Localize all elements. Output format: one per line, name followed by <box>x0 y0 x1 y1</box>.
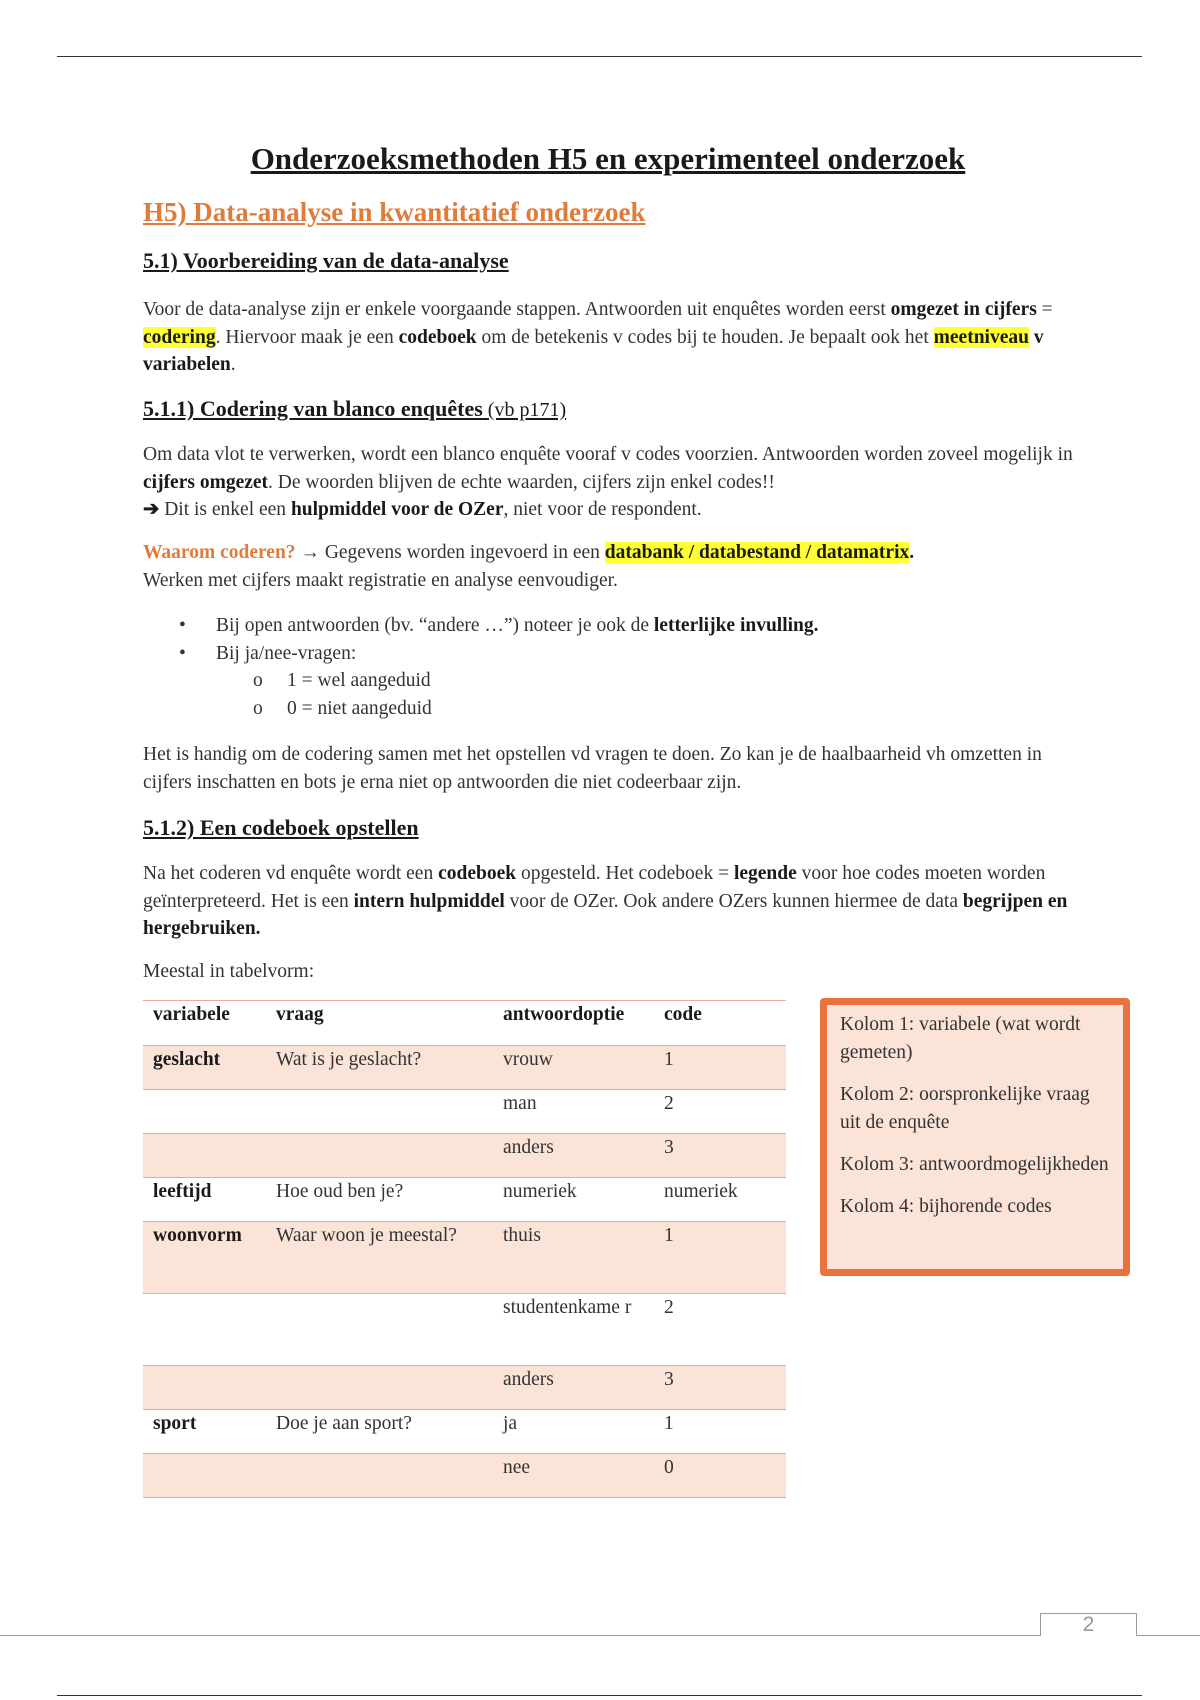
list-item: • Bij ja/nee-vragen: <box>143 640 819 668</box>
table-header-antwoordoptie: antwoordoptie <box>503 1004 625 1025</box>
table-row: man 2 <box>143 1090 786 1134</box>
sub-list-item: o 1 = wel aangeduid <box>143 667 819 695</box>
section-heading-5-1: 5.1) Voorbereiding van de data-analyse <box>143 248 509 273</box>
paragraph-5-1-1-a: Om data vlot te verwerken, wordt een blanco enquête vooraf v codes voorzien. Antwoorden worden zoveel mogelijk in cijfers omgezet. De woorden blijven de echte waarden, cijfers zijn enkel codes!! ➔ Dit is enkel een hulpmiddel voor de OZer, niet voor de respondent. <box>143 444 1073 520</box>
table-row: geslacht Wat is je geslacht? vrouw 1 <box>143 1046 786 1090</box>
table-row: woonvorm Waar woon je meestal? thuis 1 <box>143 1222 786 1294</box>
table-row: leeftijd Hoe oud ben je? numeriek numeriek <box>143 1178 786 1222</box>
header-rule <box>57 56 1142 57</box>
callout-item: Kolom 3: antwoordmogelijkheden <box>840 1154 1109 1175</box>
paragraph-5-1-2: Na het coderen vd enquête wordt een codeboek opgesteld. Het codeboek = legende voor hoe codes moeten worden geïnterpreteerd. Het is een intern hulpmiddel voor de OZer. Ook andere OZers kunnen hiermee de data begrijpen en hergebruiken. <box>143 863 1068 939</box>
bullet-list <box>143 612 819 723</box>
table-row: anders 3 <box>143 1134 786 1178</box>
arrow-icon: ➔ <box>143 499 160 520</box>
paragraph-coding-tip: Het is handig om de codering samen met het opstellen vd vragen te doen. Zo kan je de haalbaarheid vh omzetten in cijfers inschatten en bots je erna niet op antwoorden die niet codeerbaar zijn. <box>143 744 1042 793</box>
callout-item: Kolom 2: oorspronkelijke vraag uit de enquête <box>840 1084 1090 1133</box>
table-row: studentenkame r 2 <box>143 1294 786 1366</box>
bottom-rule <box>57 1695 1142 1696</box>
section-heading-5-1-2: 5.1.2) Een codeboek opstellen <box>143 815 419 840</box>
page-title: Onderzoeksmethoden H5 en experimenteel onderzoek <box>250 141 966 176</box>
page-number: 2 <box>1040 1613 1137 1636</box>
footer-rule <box>0 1635 1200 1636</box>
list-item: • Bij open antwoorden (bv. “andere …”) noteer je ook de letterlijke invulling. <box>143 612 819 640</box>
section-heading-5-1-1: 5.1.1) Codering van blanco enquêtes (vb p171) <box>143 396 567 421</box>
table-header-vraag: vraag <box>276 1004 324 1025</box>
table-row: sport Doe je aan sport? ja 1 <box>143 1410 786 1454</box>
callout-item: Kolom 1: variabele (wat wordt gemeten) <box>840 1014 1081 1063</box>
column-legend-callout <box>820 998 1130 1276</box>
arrow-icon: → <box>295 542 325 563</box>
codebook-table <box>143 1000 786 1498</box>
table-header-code: code <box>664 1004 702 1025</box>
table-row: nee 0 <box>143 1454 786 1498</box>
table-row: anders 3 <box>143 1366 786 1410</box>
table-intro: Meestal in tabelvorm: <box>143 961 315 982</box>
sub-list-item: o 0 = niet aangeduid <box>143 695 819 723</box>
table-header-variabele: variabele <box>153 1004 230 1025</box>
chapter-heading: H5) Data-analyse in kwantitatief onderzoek <box>143 197 646 227</box>
paragraph-5-1: Voor de data-analyse zijn er enkele voorgaande stappen. Antwoorden uit enquêtes worden eerst omgezet in cijfers = codering. Hiervoor maak je een codeboek om de betekenis v codes bij te houden. Je bepaalt ook het meetniveau v variabelen. <box>143 299 1053 375</box>
callout-item: Kolom 4: bijhorende codes <box>840 1196 1052 1217</box>
paragraph-why-coding: Waarom coderen? → Gegevens worden ingevoerd in een databank / databestand / datamatrix. Werken met cijfers maakt registratie en analyse eenvoudiger. <box>143 542 915 591</box>
